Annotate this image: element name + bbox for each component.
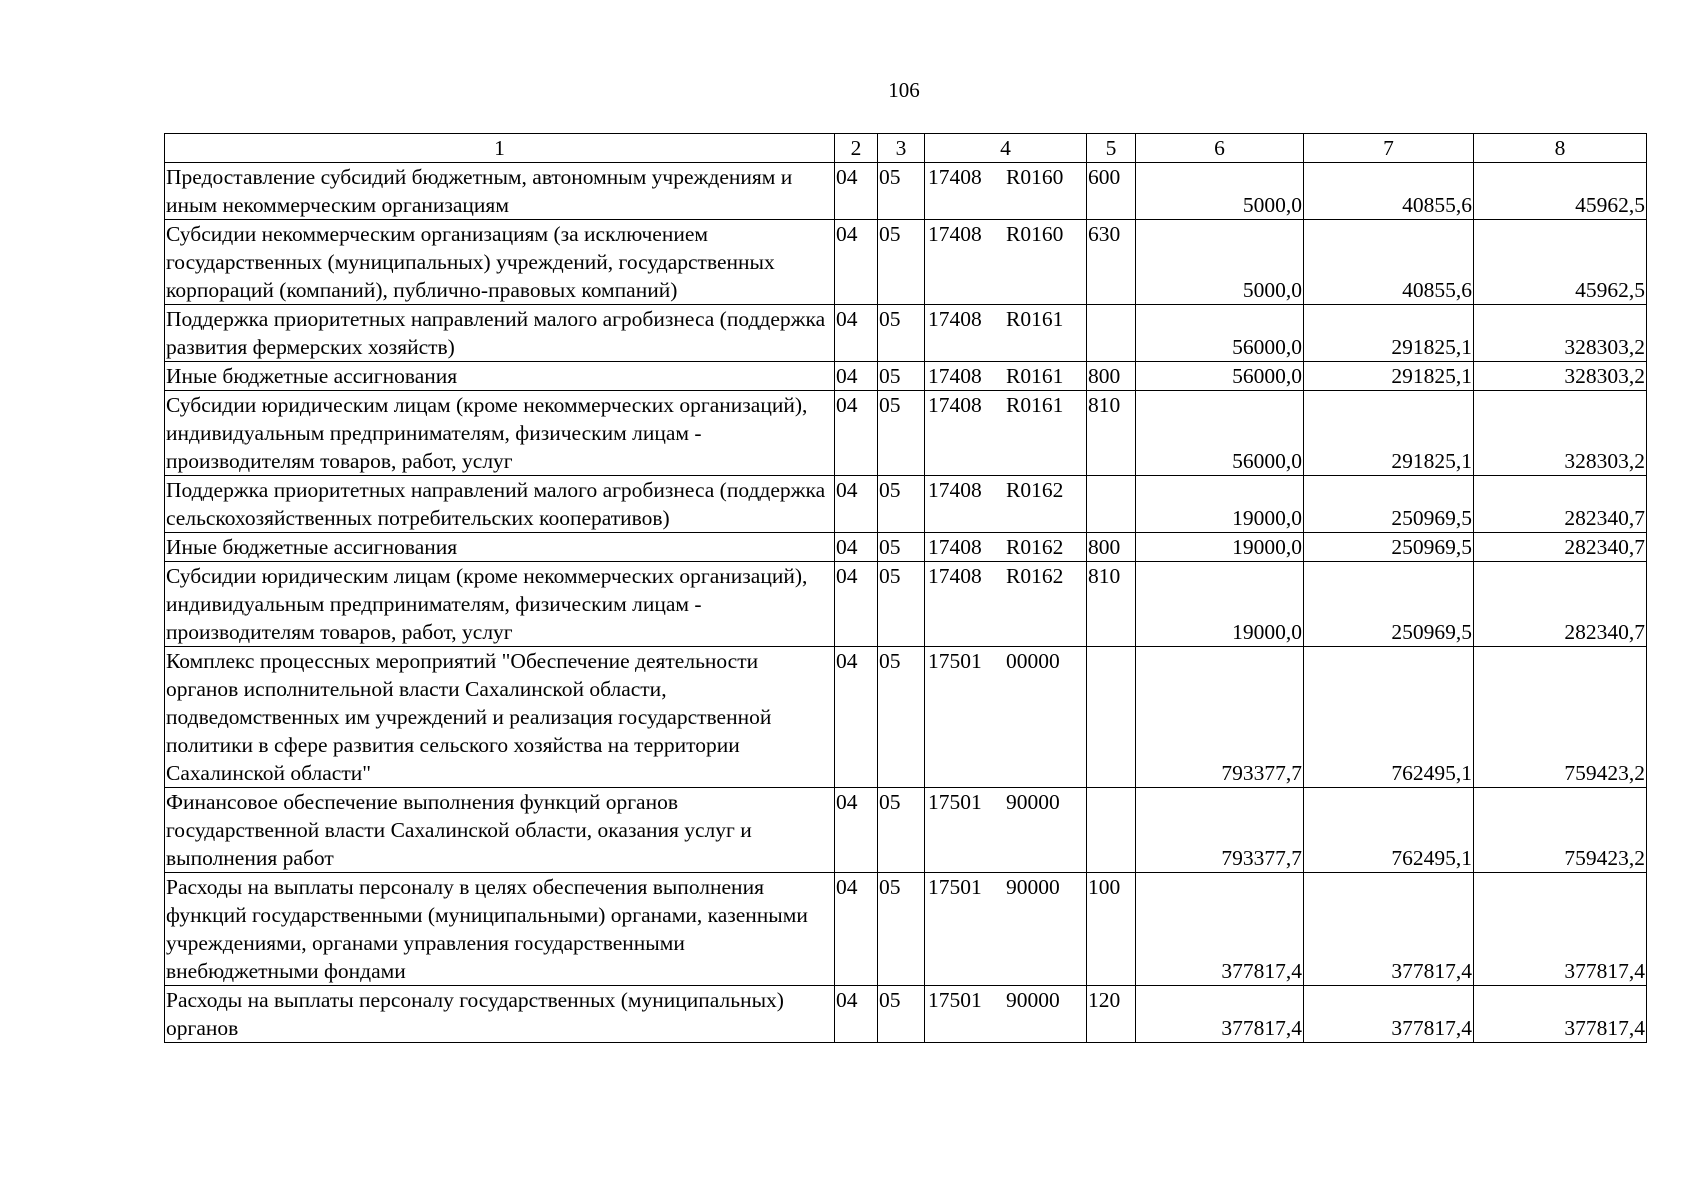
row-target-program-code: 17501 [928,988,982,1012]
row-target-direction-code: R0161 [1006,364,1064,388]
table-row [165,476,1647,533]
row-amount-col6-cell: 793377,7 [1136,788,1304,873]
row-target-program-code: 17408 [928,393,982,417]
row-section-cell: 04 [835,305,878,362]
row-name-cell: Финансовое обеспечение выполнения функций органов государственной власти Сахалинской области, оказания услуг и выполнения работ [165,788,835,873]
row-name-cell: Субсидии юридическим лицам (кроме некоммерческих организаций), индивидуальным предпринимателям, физическим лицам - производителям товаров, работ, услуг [165,562,835,647]
header-cell-5: 5 [1087,134,1136,163]
row-amount-col8-cell: 45962,5 [1474,163,1647,220]
row-target-program-code: 17501 [928,875,982,899]
row-target-direction-code: R0161 [1006,307,1064,331]
row-target-direction-code: 90000 [1006,875,1060,899]
row-target-direction-code: R0162 [1006,564,1064,588]
header-cell-7: 7 [1304,134,1474,163]
row-expense-type-cell: 600 [1087,163,1136,220]
row-amount-col7-cell: 250969,5 [1304,562,1474,647]
table-row [165,163,1647,220]
row-name-cell: Иные бюджетные ассигнования [165,533,835,562]
row-expense-type-cell: 810 [1087,391,1136,476]
row-name-cell: Расходы на выплаты персоналу государственных (муниципальных) органов [165,986,835,1043]
row-amount-col8-cell: 328303,2 [1474,391,1647,476]
row-section-cell: 04 [835,647,878,788]
row-section-cell: 04 [835,986,878,1043]
row-target-direction-code: 90000 [1006,988,1060,1012]
row-amount-col7-cell: 377817,4 [1304,873,1474,986]
row-amount-col6-cell: 19000,0 [1136,562,1304,647]
row-expense-type-cell: 100 [1087,873,1136,986]
row-amount-col6-cell: 56000,0 [1136,362,1304,391]
header-cell-3: 3 [878,134,925,163]
row-amount-col8-cell: 328303,2 [1474,362,1647,391]
row-section-cell: 04 [835,533,878,562]
table-row [165,533,1647,562]
row-target-article-cell [925,562,1087,647]
header-cell-1: 1 [165,134,835,163]
row-name-cell: Субсидии юридическим лицам (кроме некоммерческих организаций), индивидуальным предпринимателям, физическим лицам - производителям товаров, работ, услуг [165,391,835,476]
row-expense-type-cell: 800 [1087,362,1136,391]
table-row [165,562,1647,647]
row-amount-col7-cell: 291825,1 [1304,305,1474,362]
row-target-program-code: 17408 [928,222,982,246]
row-subsection-cell: 05 [878,476,925,533]
row-amount-col7-cell: 762495,1 [1304,647,1474,788]
table-row [165,220,1647,305]
row-subsection-cell: 05 [878,986,925,1043]
row-target-article-cell [925,220,1087,305]
row-amount-col6-cell: 377817,4 [1136,986,1304,1043]
row-target-article-cell [925,533,1087,562]
row-target-program-code: 17408 [928,564,982,588]
table-row [165,391,1647,476]
row-target-program-code: 17408 [928,307,982,331]
row-expense-type-cell [1087,647,1136,788]
row-target-article-cell [925,362,1087,391]
row-amount-col7-cell: 40855,6 [1304,220,1474,305]
row-amount-col7-cell: 40855,6 [1304,163,1474,220]
row-target-direction-code: 00000 [1006,649,1060,673]
row-target-direction-code: R0162 [1006,535,1064,559]
row-name-cell: Предоставление субсидий бюджетным, автономным учреждениям и иным некоммерческим организациям [165,163,835,220]
row-amount-col6-cell: 5000,0 [1136,163,1304,220]
table-row [165,873,1647,986]
row-amount-col7-cell: 291825,1 [1304,391,1474,476]
row-expense-type-cell: 810 [1087,562,1136,647]
row-section-cell: 04 [835,391,878,476]
row-target-article-cell [925,391,1087,476]
row-subsection-cell: 05 [878,362,925,391]
row-target-article-cell [925,305,1087,362]
row-amount-col7-cell: 250969,5 [1304,476,1474,533]
row-section-cell: 04 [835,476,878,533]
row-amount-col8-cell: 328303,2 [1474,305,1647,362]
row-subsection-cell: 05 [878,305,925,362]
row-expense-type-cell: 630 [1087,220,1136,305]
row-name-cell: Поддержка приоритетных направлений малого агробизнеса (поддержка сельскохозяйственных потребительских кооперативов) [165,476,835,533]
header-row [165,134,1647,163]
row-subsection-cell: 05 [878,562,925,647]
row-amount-col8-cell: 45962,5 [1474,220,1647,305]
row-subsection-cell: 05 [878,788,925,873]
header-cell-4: 4 [925,134,1087,163]
row-target-direction-code: R0160 [1006,222,1064,246]
row-subsection-cell: 05 [878,163,925,220]
row-section-cell: 04 [835,362,878,391]
table-row [165,362,1647,391]
row-target-program-code: 17408 [928,535,982,559]
row-subsection-cell: 05 [878,647,925,788]
header-cell-6: 6 [1136,134,1304,163]
row-name-cell: Поддержка приоритетных направлений малого агробизнеса (поддержка развития фермерских хозяйств) [165,305,835,362]
row-name-cell: Иные бюджетные ассигнования [165,362,835,391]
row-target-direction-code: R0160 [1006,165,1064,189]
row-target-article-cell [925,163,1087,220]
row-target-direction-code: 90000 [1006,790,1060,814]
row-target-program-code: 17501 [928,790,982,814]
row-amount-col8-cell: 377817,4 [1474,986,1647,1043]
row-amount-col8-cell: 377817,4 [1474,873,1647,986]
row-amount-col6-cell: 56000,0 [1136,391,1304,476]
row-target-program-code: 17408 [928,478,982,502]
row-section-cell: 04 [835,788,878,873]
row-amount-col6-cell: 19000,0 [1136,533,1304,562]
table-row [165,986,1647,1043]
row-target-program-code: 17501 [928,649,982,673]
header-cell-2: 2 [835,134,878,163]
row-amount-col7-cell: 291825,1 [1304,362,1474,391]
table-row [165,788,1647,873]
row-target-article-cell [925,873,1087,986]
row-target-program-code: 17408 [928,165,982,189]
row-amount-col6-cell: 56000,0 [1136,305,1304,362]
row-amount-col8-cell: 759423,2 [1474,647,1647,788]
row-target-article-cell [925,647,1087,788]
row-target-program-code: 17408 [928,364,982,388]
table-row [165,305,1647,362]
row-subsection-cell: 05 [878,533,925,562]
row-amount-col8-cell: 282340,7 [1474,476,1647,533]
row-amount-col8-cell: 759423,2 [1474,788,1647,873]
row-expense-type-cell [1087,788,1136,873]
row-amount-col7-cell: 762495,1 [1304,788,1474,873]
row-target-article-cell [925,476,1087,533]
row-subsection-cell: 05 [878,391,925,476]
row-subsection-cell: 05 [878,873,925,986]
row-name-cell: Комплекс процессных мероприятий "Обеспечение деятельности органов исполнительной власти Сахалинской области, подведомственных им учреждений и реализация государственной политики в сфере развития сельского хозяйства на территории Сахалинской области" [165,647,835,788]
row-expense-type-cell [1087,305,1136,362]
row-amount-col6-cell: 793377,7 [1136,647,1304,788]
table-body [165,134,1647,1043]
row-amount-col7-cell: 250969,5 [1304,533,1474,562]
row-name-cell: Расходы на выплаты персоналу в целях обеспечения выполнения функций государственными (муниципальными) органами, казенными учреждениями, органами управления государственными внебюджетными фондами [165,873,835,986]
row-name-cell: Субсидии некоммерческим организациям (за исключением государственных (муниципальных) учреждений, государственных корпораций (компаний), публично-правовых компаний) [165,220,835,305]
row-amount-col8-cell: 282340,7 [1474,562,1647,647]
table-row [165,647,1647,788]
row-section-cell: 04 [835,873,878,986]
page-number: 106 [888,78,920,102]
row-section-cell: 04 [835,220,878,305]
row-subsection-cell: 05 [878,220,925,305]
row-target-article-cell [925,986,1087,1043]
row-expense-type-cell: 120 [1087,986,1136,1043]
row-target-article-cell [925,788,1087,873]
row-target-direction-code: R0161 [1006,393,1064,417]
row-amount-col7-cell: 377817,4 [1304,986,1474,1043]
row-section-cell: 04 [835,562,878,647]
row-expense-type-cell: 800 [1087,533,1136,562]
row-target-direction-code: R0162 [1006,478,1064,502]
budget-table [164,133,1647,1043]
header-cell-8: 8 [1474,134,1647,163]
row-amount-col8-cell: 282340,7 [1474,533,1647,562]
row-amount-col6-cell: 5000,0 [1136,220,1304,305]
row-amount-col6-cell: 377817,4 [1136,873,1304,986]
row-section-cell: 04 [835,163,878,220]
row-amount-col6-cell: 19000,0 [1136,476,1304,533]
row-expense-type-cell [1087,476,1136,533]
